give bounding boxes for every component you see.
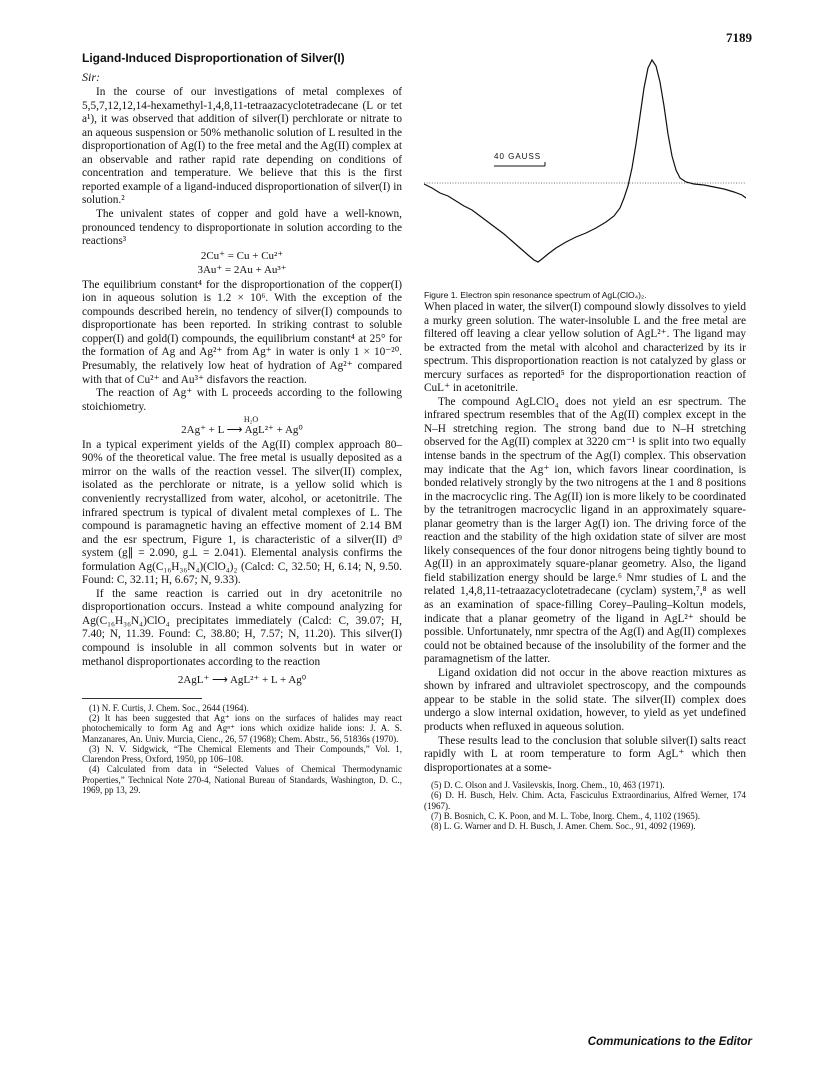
paragraph: The equilibrium constant⁴ for the disproportionation of the copper(I) ion in aqueous solution is 1.2 × 10⁶. With the exception of the compounds described herein, no tendency of silver(I) compounds to disproportionate has been reported. In striking contrast to soluble copper(I) and gold(I) compounds, the equilibrium constant⁴ at 25° for the formation of Ag and Ag²⁺ from Ag⁺ in water is only 1 × 10⁻²⁰. Presumably, the relatively low heat of hydration of Ag²⁺ compared with that of Cu²⁺ and Au³⁺ disfavors the reaction. bbox=[82, 278, 402, 386]
figure-esr-spectrum bbox=[424, 48, 746, 300]
equation: 3Au⁺ = 2Au + Au³⁺ bbox=[197, 264, 287, 277]
left-column bbox=[82, 50, 402, 795]
paragraph: If the same reaction is carried out in dry acetonitrile no disproportionation occurs. Instead a white compound analyzing for Ag(C₁₆H₃₆N₄)ClO₄ precipitates immediately (Calcd: C, 39.07; H, 7.40; N, 11.39. Found: C, 38.80; H, 7.57; N, 11.20). This silver(I) compound is insoluble in all common solvents but in water or methanol disproportionates according to the reaction bbox=[82, 587, 402, 668]
paragraph: In the course of our investigations of metal complexes of 5,5,7,12,12,14-hexamethyl-1,4,8,11-tetraazacyclotetradecane (L or tet a¹), it was observed that addition of silver(I) perchlorate or nitrate to an aqueous suspension or 50% methanolic solution of L resulted in the disproportionation of Ag(I) to the free metal and the Ag(II) complex at an observable and rather rapid rate depending on conditions of concentration and temperature. We believe that this is the first reported example of a ligand-induced disproportionation of silver(I) in solution.² bbox=[82, 86, 402, 207]
footnotes-left bbox=[82, 703, 402, 796]
footnote: (7) B. Bosnich, C. K. Poon, and M. L. Tobe, Inorg. Chem., 4, 1102 (1965). bbox=[431, 811, 700, 822]
footnote: (2) It has been suggested that Ag⁺ ions on the surfaces of halides may react photochemically to form Ag and Agⁿ⁺ ions which oxidize halide ions: J. A. S. Manzanares, An. Univ. Murcia, Cienc., 26, 57 (1968); Chem. Abstr., 56, 51836s (1970). bbox=[82, 712, 402, 744]
footnote: (6) D. H. Busch, Helv. Chim. Acta, Fasciculus Extraordinarius, Alfred Werner, 174 (1967). bbox=[424, 790, 746, 811]
paragraph: When placed in water, the silver(I) compound slowly dissolves to yield a murky green solution. The water-insoluble L and the free metal are filtered off leaving a clear yellow solution of AgL²⁺. The ligand may be extracted from the metal with alcohol and characterized by its ir spectrum. This disproportionation reaction is not catalyzed by glass or mercury surfaces as reported⁵ for the disproportionation reaction of CuL⁺ in acetonitrile. bbox=[424, 301, 746, 395]
page-number: 7189 bbox=[726, 30, 752, 45]
figure-caption: Figure 1. Electron spin resonance spectrum of AgL(ClO₄)₂. bbox=[424, 290, 647, 300]
article-title: Ligand-Induced Disproportionation of Silver(I) bbox=[82, 51, 345, 65]
footnote: (5) D. C. Olson and J. Vasilevskis, Inorg. Chem., 10, 463 (1971). bbox=[431, 780, 665, 791]
spectrum-trace bbox=[424, 60, 746, 262]
footnote: (1) N. F. Curtis, J. Chem. Soc., 2644 (1964). bbox=[89, 702, 249, 713]
footnote: (8) L. G. Warner and D. H. Busch, J. Amer. Chem. Soc., 91, 4092 (1969). bbox=[431, 821, 696, 832]
footnote-divider bbox=[82, 698, 202, 699]
footnote: (3) N. V. Sidgwick, “The Chemical Elements and Their Compounds,” Vol. 1, Clarendon Press, Oxford, 1950, pp 106–108. bbox=[82, 743, 402, 765]
right-column bbox=[424, 301, 746, 832]
salutation: Sir: bbox=[82, 69, 100, 84]
equation: 2AgL⁺ ⟶ AgL²⁺ + L + Ag⁰ bbox=[177, 674, 307, 687]
paragraph: The reaction of Ag⁺ with L proceeds according to the following stoichiometry. bbox=[82, 387, 402, 413]
esr-spectrum-plot bbox=[424, 48, 746, 284]
section-footer: Communications to the Editor bbox=[587, 1036, 752, 1048]
paragraph: The univalent states of copper and gold have a well-known, pronounced tendency to disproportionate in solution according to the reactions³ bbox=[82, 208, 402, 248]
paragraph: The compound AgLClO₄ does not yield an esr spectrum. The infrared spectrum resembles that of the Ag(II) complex except in the N–H stretching region. The strong band due to N–H stretching observed for the Ag(II) complex at 3220 cm⁻¹ is split into two equally intense bands in the spectrum of the Ag(I) complex. This observation may indicate that the Ag⁺ ion, which favors linear coordination, is bonded relatively strongly by the two nitrogens at the 1 and 8 positions in the macrocyclic ring. The Ag(II) ion is more likely to be coordinated by the tetranitrogen macrocyclic ligand in an approximately square-planar geometry than is the larger Ag(I) ion. The driving force of the reaction and the stability of the high oxidation state of silver are most likely consequences of the four donor nitrogens being tightly bound to Ag(II) in an approximately square-planar geometry. Also, the ligand field stabilization energy should be large.⁶ Nmr studies of L and the related 1,4,8,11-tetraazacyclotetradecane (cyclam) system,⁷,⁸ as well as an examination of space-filling Corey–Pauling–Koltun models, indicate that a planar geometry of the ligand in AgL²⁺ should be possible. Unfortunately, nmr spectra of the Ag(I) and Ag(II) complexes could not be obtained because of the insolubility of the former and the paramagnetism of the latter. bbox=[424, 395, 746, 666]
paragraph: In a typical experiment yields of the Ag(II) complex approach 80–90% of the theoretical value. The free metal is usually deposited as a mirror on the walls of the reaction vessel. The silver(II) complex, isolated as the perchlorate or nitrate, is a yellow solid which is conveniently recrystallized from water, alcohol, or acetonitrile. The infrared spectrum is typical of divalent metal complexes of L. The compound is paramagnetic having an effective moment of 2.14 BM and the esr spectrum, Figure 1, is characteristic of a silver(II) d⁹ system (g∥ = 2.090, g⊥ = 2.041). Elemental analysis confirms the formulation Ag(C₁₆H₃₆N₄)(ClO₄)₂ (Calcd: C, 32.50; H, 6.14; N, 9.50. Found: C, 32.11; H, 6.67; N, 9.33). bbox=[82, 438, 402, 587]
equation-stoichiometry bbox=[82, 415, 402, 438]
paragraph: These results lead to the conclusion that soluble silver(I) salts react rapidly with L at room temperature to form AgL⁺ which then disproportionates at a some- bbox=[424, 734, 746, 774]
equation-text: 2Ag⁺ + L ⟶ AgL²⁺ + Ag⁰ bbox=[181, 424, 303, 437]
footnote: (4) Calculated from data in “Selected Values of Chemical Thermodynamic Properties,” Technical Note 270-4, National Bureau of Standards, Washington, D. C., 1969, pp 13, 29. bbox=[82, 764, 402, 795]
footnotes-right bbox=[424, 780, 746, 831]
scale-label: 40 GAUSS bbox=[494, 152, 542, 161]
paragraph: Ligand oxidation did not occur in the above reaction mixtures as shown by infrared and ultraviolet spectroscopy, and the compounds appear to be stable in the solid state. The silver(II) complex does undergo a slow internal oxidation, however, to yield as yet undefined products when refluxed in aqueous solution. bbox=[424, 666, 746, 733]
equation-solvent-label: H₂O bbox=[243, 415, 259, 425]
equation: 2Cu⁺ = Cu + Cu²⁺ bbox=[200, 249, 284, 262]
